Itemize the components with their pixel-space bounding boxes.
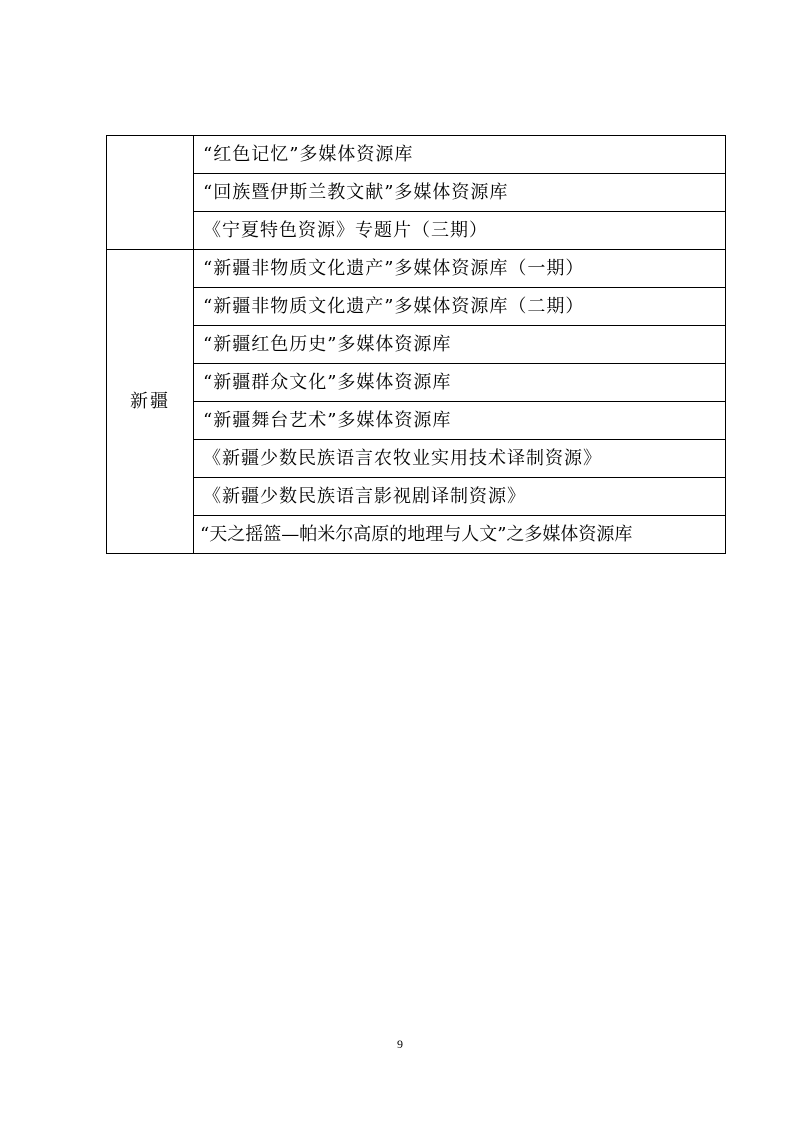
resource-table: [106, 135, 726, 554]
table-row: [107, 478, 726, 516]
table-row: [107, 212, 726, 250]
table-row: [107, 516, 726, 554]
resource-item: “天之摇篮—帕米尔高原的地理与人文”之多媒体资源库: [194, 516, 726, 554]
resource-item: “红色记忆”多媒体资源库: [194, 136, 726, 174]
region-cell: [107, 136, 194, 250]
resource-item: “新疆非物质文化遗产”多媒体资源库（一期）: [194, 250, 726, 288]
table-row: [107, 136, 726, 174]
region-cell: 新疆: [107, 250, 194, 554]
table-row: [107, 440, 726, 478]
table-row: [107, 364, 726, 402]
resource-item: 《宁夏特色资源》专题片（三期）: [194, 212, 726, 250]
resource-item: “新疆群众文化”多媒体资源库: [194, 364, 726, 402]
resource-item: 《新疆少数民族语言农牧业实用技术译制资源》: [194, 440, 726, 478]
table-row: [107, 402, 726, 440]
table-row: [107, 250, 726, 288]
resource-item: “新疆非物质文化遗产”多媒体资源库（二期）: [194, 288, 726, 326]
table-row: [107, 174, 726, 212]
resource-item: “回族暨伊斯兰教文献”多媒体资源库: [194, 174, 726, 212]
resource-item: “新疆红色历史”多媒体资源库: [194, 326, 726, 364]
table-row: [107, 288, 726, 326]
resource-item: “新疆舞台艺术”多媒体资源库: [194, 402, 726, 440]
resource-item: 《新疆少数民族语言影视剧译制资源》: [194, 478, 726, 516]
page-number: 9: [397, 1037, 403, 1051]
table-row: [107, 326, 726, 364]
